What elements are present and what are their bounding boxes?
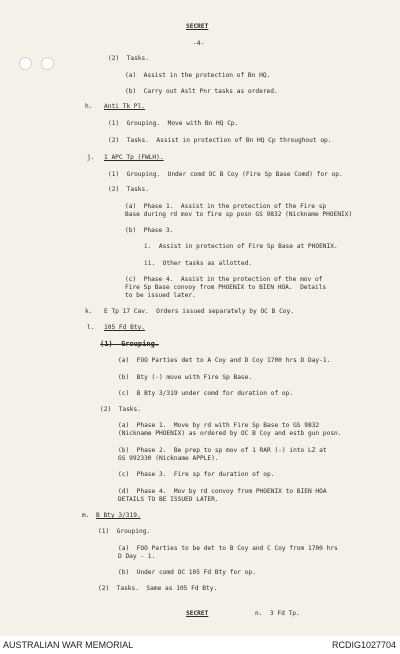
archive-footer (0, 636, 400, 654)
doc-line: E Tp 17 Cav. Orders issued separately by OC B Coy. (104, 308, 294, 315)
doc-line: (1) Grouping. (100, 340, 160, 348)
punch-hole (19, 57, 32, 70)
doc-line: DETAILS TO BE ISSUED LATER. (118, 496, 219, 503)
doc-line: (c) Phase 3. Fire sp for duration of op. (118, 471, 275, 478)
doc-line: (b) Phase 2. Be prep to sp mov of 1 RAR (-) into LZ at (118, 447, 327, 454)
doc-line: (2) Tasks. Assist in protection of Bn HQ Cp throughout op. (108, 137, 332, 144)
section-heading: B Bty 3/319. (96, 512, 141, 519)
section-heading: Anti Tk Pl. (104, 103, 145, 110)
section-letter: k. (85, 308, 93, 315)
doc-line: (a) Phase 1. Move by rd with Fire Sp Base to GS 9832 (118, 422, 320, 429)
doc-line: i. Assist in protection of Fire Sp Base at PHOENIX. (144, 243, 338, 250)
page-number: -4- (193, 40, 205, 47)
doc-line: (b) Carry out Aslt Pnr tasks as ordered. (125, 88, 278, 95)
header-classification: SECRET (186, 23, 209, 30)
section-letter: h. (85, 103, 93, 110)
doc-line: (2) Tasks. Same as 105 Fd Bty. (98, 585, 218, 592)
doc-line: GS 992330 (Nickname APPLE). (118, 455, 219, 462)
doc-line: D Day - 1. (118, 553, 156, 560)
doc-line: (b) Phase 3. (125, 227, 174, 234)
section-heading: 1 APC Tp (FWLH). (104, 154, 164, 161)
section-letter: l. (87, 324, 95, 331)
footer-classification: SECRET (186, 610, 209, 617)
section-letter: m. (82, 512, 90, 519)
doc-line: (b) Bty (-) move with Fire Sp Base. (118, 374, 253, 381)
doc-line: (2) Tasks. (100, 406, 141, 413)
doc-line: (b) Under comd OC 105 Fd Bty for op. (118, 569, 256, 576)
doc-line: ii. Other tasks as allotted. (144, 260, 253, 267)
doc-line: (2) Tasks. (108, 55, 149, 62)
doc-line: to be issued later. (125, 292, 196, 299)
section-heading: 105 Fd Bty. (104, 324, 145, 331)
doc-line: (Nickname PHOENIX) as ordered by OC B Coy and estb gun posn. (118, 430, 342, 437)
doc-line: (a) Phase 1. Assist in the protection of the Fire sp (125, 203, 327, 210)
doc-line: (1) Grouping. Move with Bn HQ Cp. (108, 120, 239, 127)
doc-line: (a) FOO Parties to be det to B Coy and C Coy from 1700 hrs (118, 545, 338, 552)
doc-line: Base during rd mov to fire sp posn GS 9832 (Nickname PHOENIX) (125, 211, 353, 218)
archive-institution: AUSTRALIAN WAR MEMORIAL (3, 640, 134, 650)
doc-line: (c) B Bty 3/319 under comd for duration of op. (118, 390, 294, 397)
doc-line: (c) Phase 4. Assist in the protection of the mov of (125, 276, 323, 283)
footer-note: n. 3 Fd Tp. (255, 610, 300, 617)
doc-line: (2) Tasks. (108, 186, 149, 193)
doc-line: (a) FOO Parties det to A Coy and D Coy 1700 hrs D Day-1. (118, 357, 331, 364)
doc-line: (a) Assist in the protection of Bn HQ. (125, 72, 271, 79)
doc-line: (d) Phase 4. Mov by rd convoy from PHOENIX to BIEN HOA (118, 488, 327, 495)
doc-line: (1) Grouping. (98, 528, 151, 535)
archive-reference: RCDIG1027704 (331, 640, 396, 650)
doc-line: (1) Grouping. Under comd OC B Coy (Fire Sp Base Comd) for op. (108, 171, 343, 178)
doc-line: Fire Sp Base convoy from PHOENIX to BIEN HOA. Details (125, 284, 327, 291)
section-letter: j. (87, 154, 95, 161)
punch-hole (41, 57, 54, 70)
